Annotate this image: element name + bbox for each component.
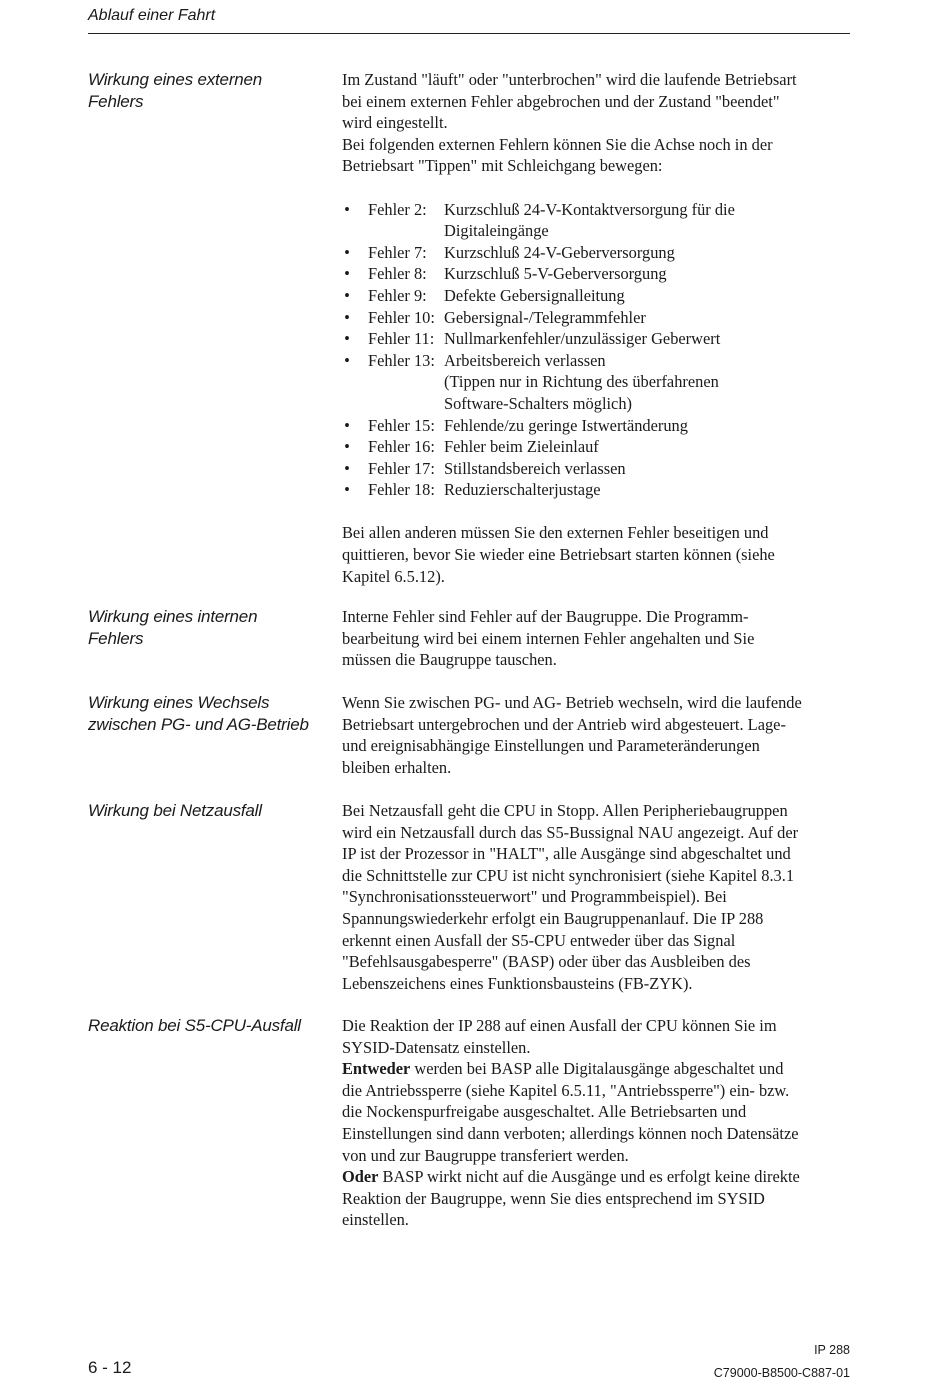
list-item: • Fehler 9: Defekte Gebersignalleitung	[344, 285, 625, 305]
emphasis-word: Oder	[342, 1167, 379, 1187]
paragraph: Bei allen anderen müssen Sie den externen Fehler beseitigen und quittieren, bevor Sie wieder eine Betriebsart starten können (siehe Kapitel 6.5.12).	[342, 523, 775, 586]
section-body	[342, 692, 842, 778]
section-body	[342, 606, 842, 671]
section-heading: Wirkung eines externen Fehlers	[88, 70, 263, 111]
list-item: • Fehler 13: Arbeitsbereich verlassen (Tippen nur in Richtung des überfahrenen Software-Schalters möglich)	[344, 350, 719, 413]
emphasis-word: Entweder	[342, 1059, 411, 1079]
list-item: • Fehler 16: Fehler beim Zieleinlauf	[344, 437, 599, 457]
list-item: • Fehler 7: Kurzschluß 24-V-Geberversorgung	[344, 242, 675, 262]
section-body	[342, 800, 842, 994]
list-item: • Fehler 2: Kurzschluß 24-V-Kontaktversorgung für die Digitaleingänge	[344, 199, 735, 241]
page-header-title: Ablauf einer Fahrt	[88, 7, 216, 24]
section-heading: Reaktion bei S5-CPU-Ausfall	[88, 1016, 301, 1035]
paragraph: Wenn Sie zwischen PG- und AG- Betrieb wechseln, wird die laufende Betriebsart untergebrochen und der Antrieb wird abgesteuert. Lage- und ereignisabhängige Einstellungen und Parameteränderungen bleiben erhalten.	[342, 693, 802, 777]
error-list	[342, 199, 842, 501]
paragraph: Oder BASP wirkt nicht auf die Ausgänge und es erfolgt keine direkte Reaktion der Baugruppe, wenn Sie dies entsprechend im SYSID einstellen.	[342, 1167, 800, 1230]
paragraph: Die Reaktion der IP 288 auf einen Ausfall der CPU können Sie im SYSID-Datensatz einstellen.	[342, 1016, 777, 1057]
list-item: • Fehler 17: Stillstandsbereich verlassen	[344, 458, 626, 478]
paragraph: Interne Fehler sind Fehler auf der Baugruppe. Die Programm- bearbeitung wird bei einem internen Fehler angehalten und Sie müssen die Baugruppe tauschen.	[342, 607, 755, 670]
footer-doc-info	[714, 1339, 850, 1385]
paragraph: Bei Netzausfall geht die CPU in Stopp. Allen Peripheriebaugruppen wird ein Netzausfall durch das S5-Bussignal NAU angezeigt. Auf der IP ist der Prozessor in "HALT", alle Ausgänge sind abgeschaltet und die Schnittstelle zur CPU ist nicht synchronisiert (siehe Kapitel 8.3.1 "Synchronisationssteuerwort" und Programmbeispiel). Bei Spannungswiederkehr erfolgt ein Baugruppenanlauf. Die IP 288 erkennt einen Ausfall der S5-CPU entweder über das Signal "Befehlsausgabesperre" (BASP) oder über das Ausbleiben des Lebenszeichens eines Funktionsbausteins (FB-ZYK).	[342, 801, 799, 993]
list-item: • Fehler 15: Fehlende/zu geringe Istwertänderung	[344, 415, 688, 435]
list-item: • Fehler 11: Nullmarkenfehler/unzulässiger Geberwert	[344, 329, 721, 349]
page-number: 6 - 12	[88, 1358, 132, 1377]
list-item: • Fehler 18: Reduzierschalterjustage	[344, 480, 601, 500]
product-name: IP 288	[814, 1343, 850, 1357]
document-number: C79000-B8500-C887-01	[713, 1366, 850, 1380]
paragraph: Entweder werden bei BASP alle Digitalausgänge abgeschaltet und die Antriebssperre (siehe Kapitel 6.5.11, "Antriebssperre") ein- bzw. die Nockenspurfreigabe ausgeschaltet. Alle Betriebsarten und Einstellungen sind dann verboten; allerdings können noch Datensätze von und zur Baugruppe transferiert werden.	[342, 1059, 799, 1165]
list-item: • Fehler 8: Kurzschluß 5-V-Geberversorgung	[344, 264, 667, 284]
section-heading: Wirkung eines Wechsels zwischen PG- und AG-Betrieb	[88, 693, 309, 734]
list-item: • Fehler 10: Gebersignal-/Telegrammfehler	[344, 307, 646, 327]
paragraph: Im Zustand "läuft" oder "unterbrochen" wird die laufende Betriebsart bei einem externen Fehler abgebrochen und der Zustand "beendet" wird eingestellt.	[342, 70, 797, 133]
section-heading: Wirkung bei Netzausfall	[88, 801, 262, 820]
section-body	[342, 69, 842, 587]
paragraph: Bei folgenden externen Fehlern können Sie die Achse noch in der Betriebsart "Tippen" mit Schleichgang bewegen:	[342, 134, 773, 176]
section-body	[342, 1015, 842, 1231]
section-heading: Wirkung eines internen Fehlers	[88, 607, 258, 648]
header-divider	[88, 33, 850, 34]
